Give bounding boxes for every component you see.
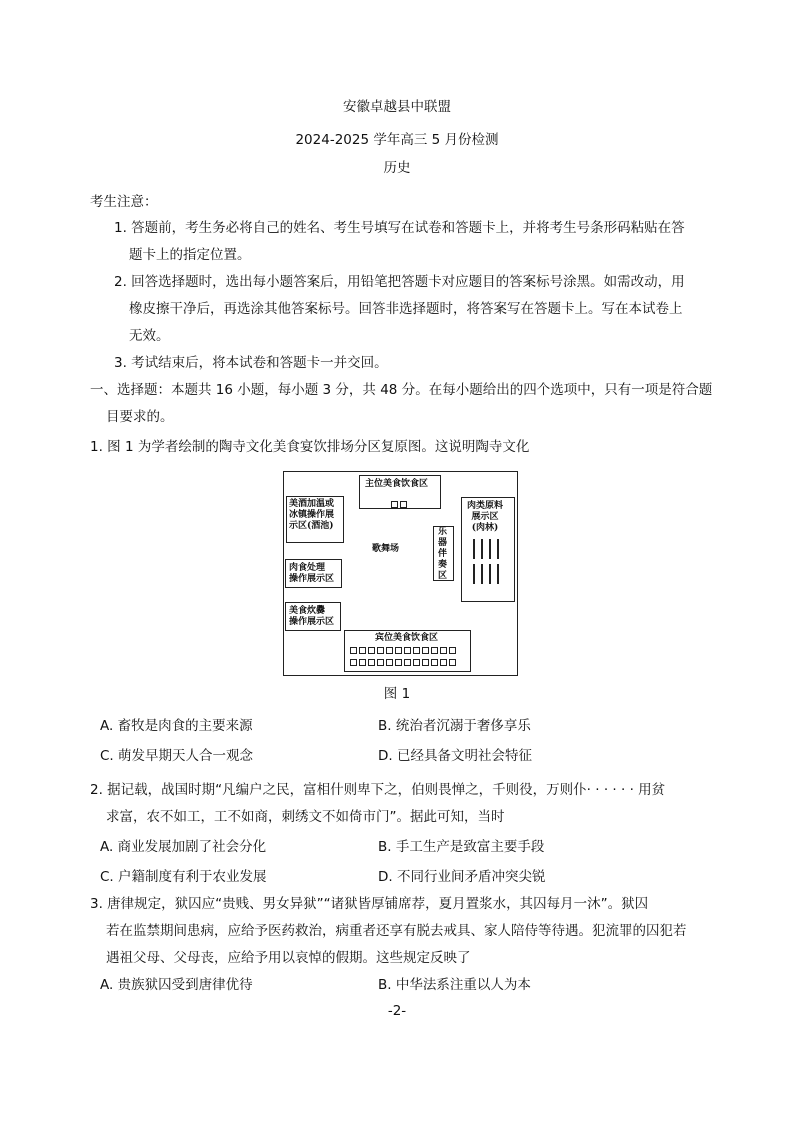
notice-item-1-line-1: 1. 答题前，考生务必将自己的姓名、考生号填写在试卷和答题卡上，并将考生号条形码粘贴在答 <box>114 220 685 236</box>
page-number: -2- <box>387 1003 407 1019</box>
q1-option-b: B. 统治者沉溺于奢侈享乐 <box>378 718 531 734</box>
notice-item-2-line-1: 2. 回答选择题时，选出每小题答案后，用铅笔把答题卡对应题目的答案标号涂黑。如需改动，用 <box>114 274 685 290</box>
notice-item-1-line-2: 题卡上的指定位置。 <box>129 247 251 263</box>
q2-line-1: 2. 据记载，战国时期“凡编户之民，富相什则卑下之，伯则畏惮之，千则役，万则仆· · · · · · 用贫 <box>90 782 666 798</box>
q1-option-c: C. 萌发早期天人合一观念 <box>100 748 254 764</box>
zone-dance-label: 歌舞场 <box>372 544 400 554</box>
q2-option-c: C. 户籍制度有利于农业发展 <box>100 869 267 885</box>
section-heading-line-1: 一、选择题：本题共 16 小题，每小题 3 分，共 48 分。在每小题给出的四个选项中，只有一项是符合题 <box>90 382 713 398</box>
zone-cook-label: 美食炊爨 操作展示区 <box>289 606 335 627</box>
q2-option-a: A. 商业发展加剧了社会分化 <box>100 839 267 855</box>
zone-meat-proc-label: 肉食处理 操作展示区 <box>289 563 335 584</box>
figure-caption: 图 1 <box>383 686 411 702</box>
notice-item-2-line-3: 无效。 <box>129 328 170 344</box>
zone-host-seats <box>391 493 409 512</box>
q1-option-d: D. 已经具备文明社会特征 <box>378 748 532 764</box>
zone-music-label: 乐 器 伴 奏 区 <box>438 527 448 581</box>
exam-title: 2024-2025 学年高三 5 月份检测 <box>295 132 499 148</box>
q1-option-a: A. 畜牧是肉食的主要来源 <box>100 718 253 734</box>
q3-line-1: 3. 唐律规定，狱囚应“贵贱、男女异狱”“诸狱皆厚铺席荐，夏月置浆水，其囚每月一沐”。狱囚 <box>90 896 649 912</box>
figure-1 <box>283 471 518 676</box>
q3-option-b: B. 中华法系注重以人为本 <box>378 977 531 993</box>
zone-guest-label: 宾位美食饮食区 <box>375 633 439 643</box>
q1-stem: 1. 图 1 为学者绘制的陶寺文化美食宴饮排场分区复原图。这说明陶寺文化 <box>90 439 530 455</box>
q3-line-2: 若在监禁期间患病，应给予医药救治，病重者还享有脱去戒具、家人陪侍等待遇。犯流罪的囚犯若 <box>106 923 687 939</box>
q3-option-a: A. 贵族狱囚受到唐律优待 <box>100 977 253 993</box>
q2-option-d: D. 不同行业间矛盾冲突尖锐 <box>378 869 546 885</box>
org-title: 安徽卓越县中联盟 <box>343 99 451 115</box>
q2-option-b: B. 手工生产是致富主要手段 <box>378 839 545 855</box>
zone-host-label: 主位美食饮食区 <box>365 479 429 489</box>
zone-guest-seats-row-1 <box>350 647 458 654</box>
q2-line-2: 求富，农不如工，工不如商，刺绣文不如倚市门”。据此可知，当时 <box>106 809 505 825</box>
section-heading-line-2: 目要求的。 <box>106 409 174 425</box>
notice-item-3: 3. 考试结束后，将本试卷和答题卡一并交回。 <box>114 355 388 371</box>
zone-wine-label: 美酒加温或 冰镇操作展 示区(酒池) <box>289 499 335 531</box>
notice-title: 考生注意： <box>90 194 158 210</box>
q3-line-3: 遇祖父母、父母丧，应给予用以哀悼的假期。这些规定反映了 <box>106 950 471 966</box>
zone-meat-raw-label: 肉类原料 展示区 (肉林) <box>467 501 504 533</box>
notice-item-2-line-2: 橡皮擦干净后，再选涂其他答案标号。回答非选择题时，将答案写在答题卡上。写在本试卷上 <box>129 301 683 317</box>
zone-guest-seats-row-2 <box>350 659 458 666</box>
subject-title: 历史 <box>383 160 411 176</box>
